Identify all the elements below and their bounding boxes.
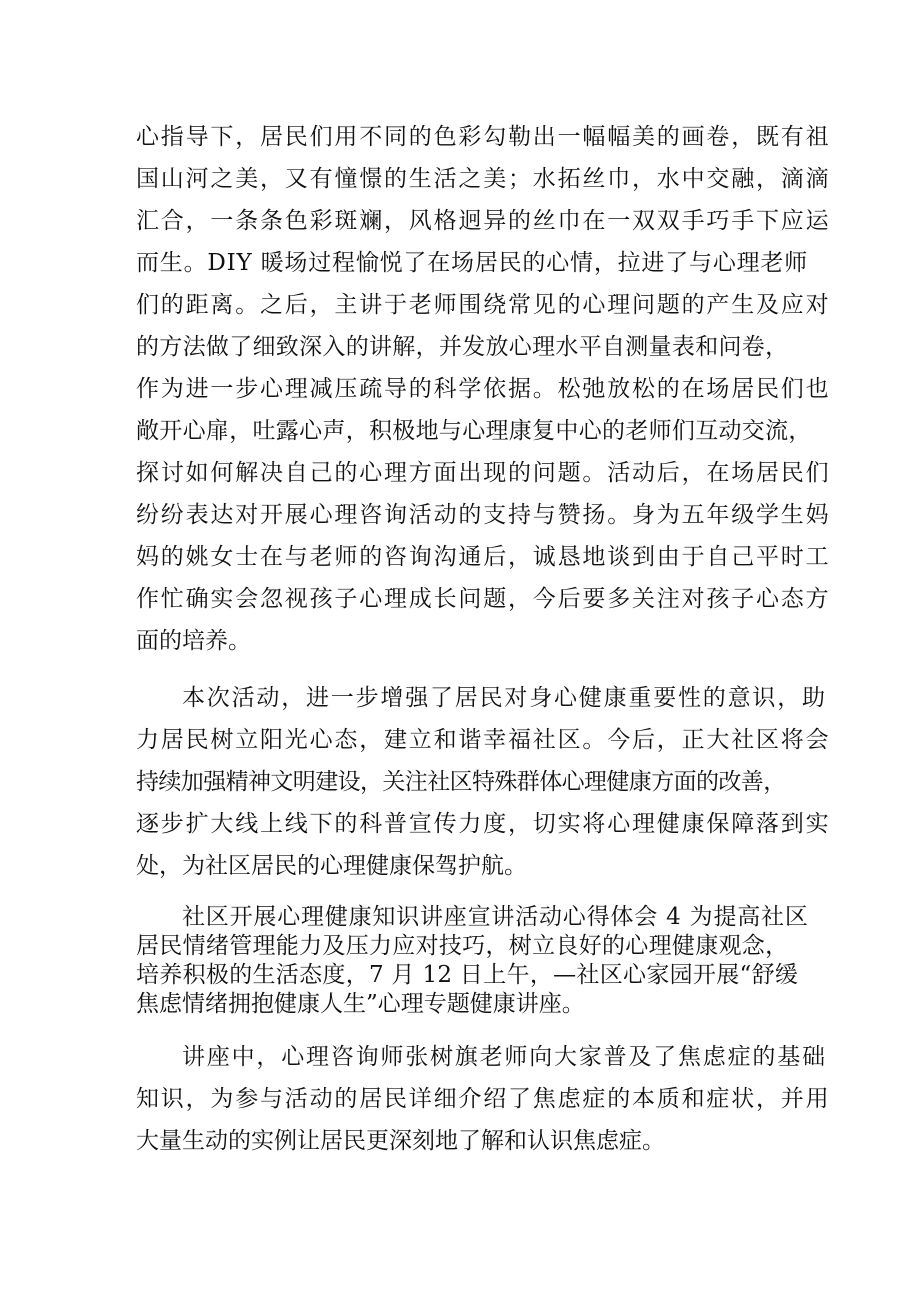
text-line: 社区开展心理健康知识讲座宣讲活动心得体会 4 为提高社区 [182,904,809,930]
text-line: 讲座中，心理咨询师张树旗老师向大家普及了焦虑症的基础 [182,1044,827,1070]
text-line: 探讨如何解决自己的心理方面出现的问题。活动后，在场居民们 [136,460,831,486]
text-line: 力居民树立阳光心态，建立和谐幸福社区。今后，正大社区将会 [136,727,831,753]
text-line: 培养积极的生活态度，7 月 12 日上午，—社区心家园开展“舒缓 [136,962,799,988]
text-line: 处，为社区居民的心理健康保驾护航。 [136,853,527,879]
text-line: 作忙确实会忽视孩子心理成长问题，今后要多关注对孩子心态方 [136,586,831,612]
text-line: 妈的姚女士在与老师的咨询沟通后，诚恳地谈到由于自己平时工 [136,544,831,570]
text-line: 焦虑情绪拥抱健康人生”心理专题健康讲座。 [136,991,585,1017]
paragraph-activity-summary [136,677,831,887]
text-line: 面的培养。 [136,628,251,654]
text-line: 居民情绪管理能力及压力应对技巧，树立良好的心理健康观念， [136,933,789,959]
paragraph-lecture-content [136,1036,831,1162]
text-line: 知识，为参与活动的居民详细介绍了焦虑症的本质和症状，并用 [136,1086,831,1112]
paragraph-lecture-intro [136,903,809,1019]
text-line: 作为进一步心理减压疏导的科学依据。松弛放松的在场居民们也 [136,376,831,402]
text-line: 的方法做了细致深入的讲解，并发放心理水平自测量表和问卷， [136,334,789,360]
text-line: 心指导下，居民们用不同的色彩勾勒出一幅幅美的画卷，既有祖 [136,124,831,150]
text-line: 敞开心扉，吐露心声，积极地与心理康复中心的老师们互动交流， [136,418,812,444]
text-line: 本次活动，进一步增强了居民对身心健康重要性的意识，助 [182,685,827,711]
text-line: 汇合，一条条色彩斑斓，风格迥异的丝巾在一双双手巧手下应运 [136,208,831,234]
text-line: 持续加强精神文明建设，关注社区特殊群体心理健康方面的改善， [136,769,786,795]
text-line: 大量生动的实例让居民更深刻地了解和认识焦虑症。 [136,1128,665,1154]
text-line: 们的距离。之后，主讲于老师围绕常见的心理问题的产生及应对 [136,292,831,318]
text-line: 逐步扩大线上线下的科普宣传力度，切实将心理健康保障落到实 [136,811,831,837]
text-line: 国山河之美，又有憧憬的生活之美；水拓丝巾，水中交融，滴滴 [136,166,831,192]
paragraph-workshop-activities [136,116,831,662]
text-line: 而生。DIY 暖场过程愉悦了在场居民的心情，拉进了与心理老师 [136,250,809,276]
text-line: 纷纷表达对开展心理咨询活动的支持与赞扬。身为五年级学生妈 [136,502,831,528]
